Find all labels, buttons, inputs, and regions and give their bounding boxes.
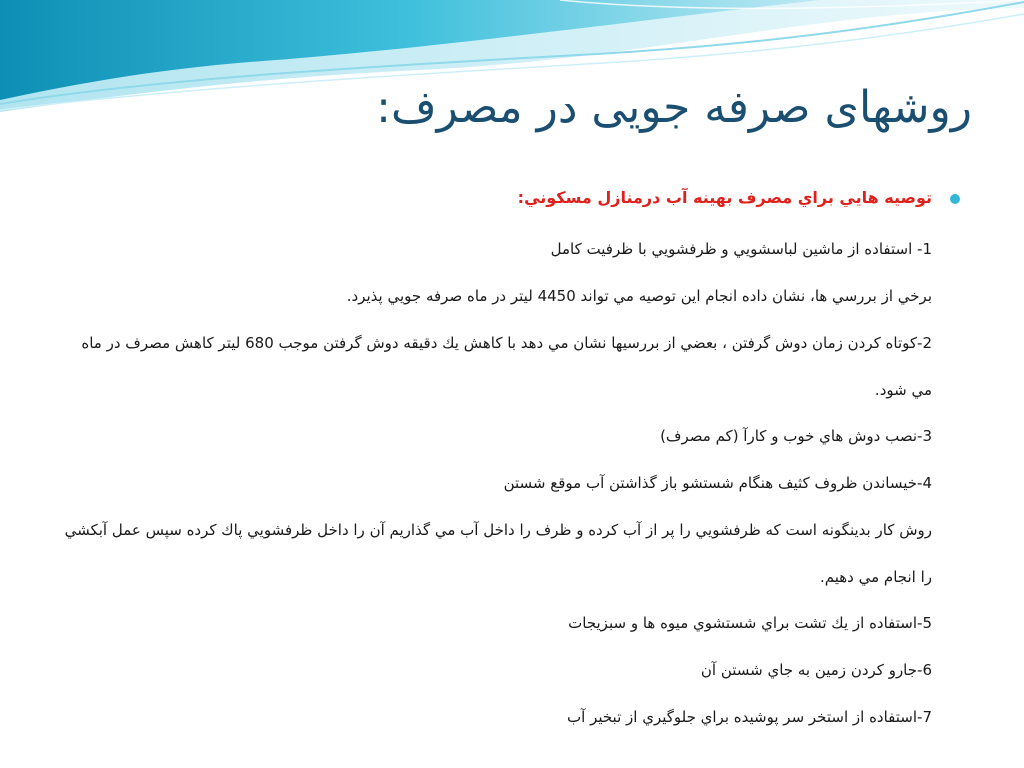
paragraph-item: 7-استفاده از استخر سر پوشيده براي جلوگيري از تبخير آب xyxy=(567,708,932,726)
bullet-icon xyxy=(950,194,960,204)
paragraph-item: 3-نصب دوش هاي خوب و كارآ (كم مصرف) xyxy=(660,427,932,445)
paragraph-item: 5-استفاده از يك تشت براي شستشوي ميوه ها و سبزيجات xyxy=(568,614,932,632)
section-heading: توصيه هايي براي مصرف بهينه آب درمنازل مسكوني: xyxy=(517,188,932,207)
paragraph-item: 6-جارو كردن زمين به جاي شستن آن xyxy=(700,661,932,679)
paragraph-item: 1- استفاده از ماشين لباسشويي و ظرفشويي با ظرفيت كامل xyxy=(550,240,932,258)
paragraph-item: 2-كوتاه كردن زمان دوش گرفتن ، بعضي از بررسيها نشان مي دهد با كاهش يك دقيقه دوش گرفتن موجب 680 ليتر كاهش مصرف در ماه مي شود. xyxy=(81,334,932,399)
slide-title: روشهای صرفه جویی در مصرف: xyxy=(376,82,972,133)
paragraph-item: 4-خيساندن ظروف كثيف هنگام شستشو باز گذاشتن آب موقع شستن xyxy=(503,474,932,492)
paragraph-item: روش كار بدينگونه است كه ظرفشويي را پر از آب كرده و ظرف را داخل آب مي گذاريم آن را داخل ظرفشويي پاك كرده سپس عمل آبكشي را انجام مي دهيم. xyxy=(64,521,932,586)
paragraph-item: برخي از بررسي ها، نشان داده انجام اين توصيه مي تواند 4450 ليتر در ماه صرفه جويي پذيرد. xyxy=(346,287,932,305)
